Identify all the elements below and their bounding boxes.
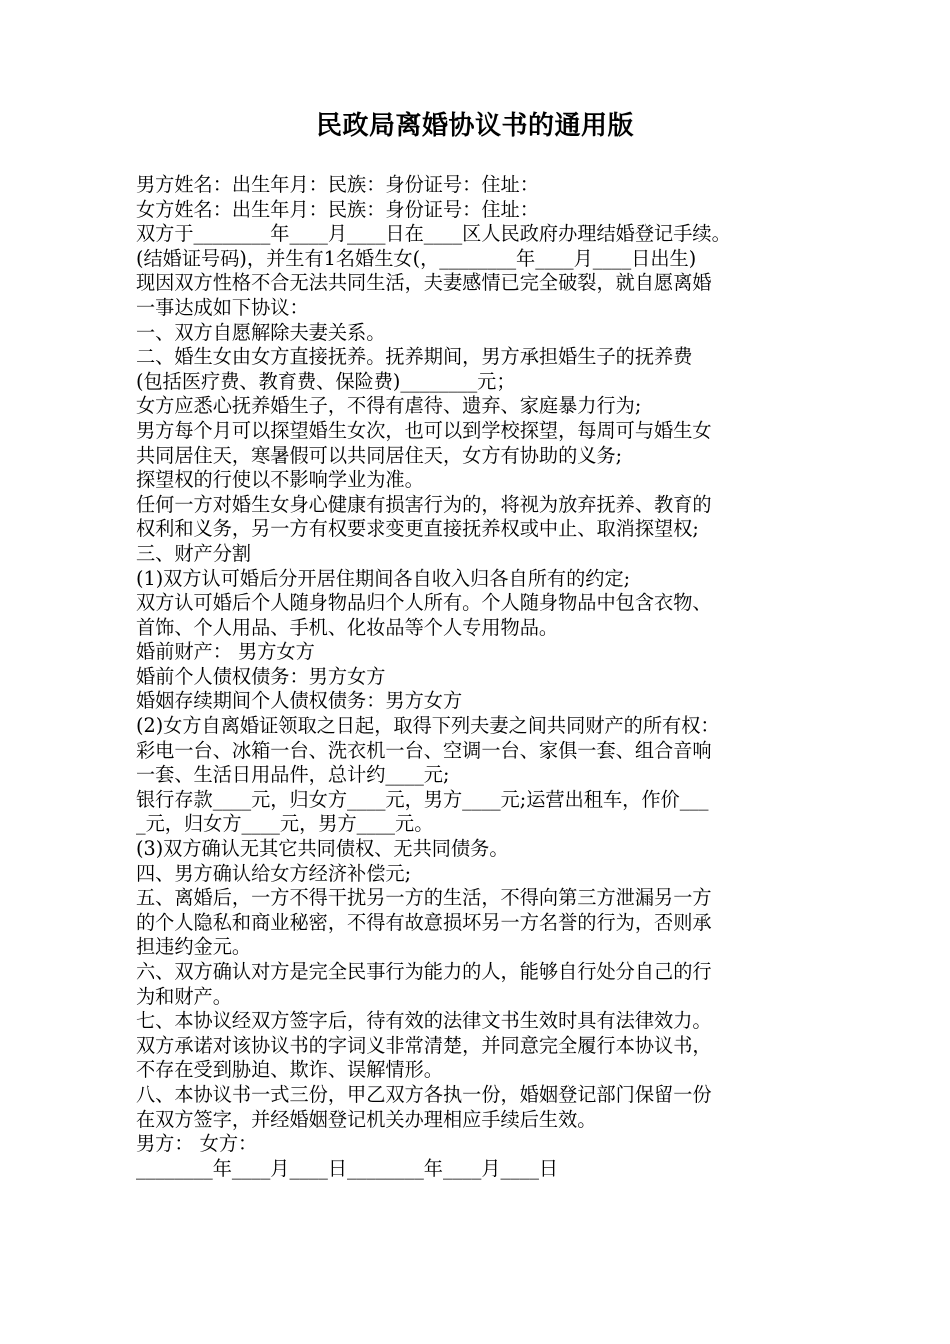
body-line: 八、本协议书一式三份，甲乙双方各执一份，婚姻登记部门保留一份 xyxy=(136,1082,712,1106)
body-line: 的个人隐私和商业秘密，不得有故意损坏另一方名誉的行为，否则承 xyxy=(136,910,712,934)
body-line: 三、财产分割 xyxy=(136,541,252,565)
body-line: _元，归女方____元，男方____元。 xyxy=(136,812,434,836)
body-line: 为和财产。 xyxy=(136,984,232,1008)
body-line: 担违约金元。 xyxy=(136,935,252,959)
body-line: 二、婚生女由女方直接抚养。抚养期间，男方承担婚生子的抚养费 xyxy=(136,345,693,369)
body-line: 银行存款____元，归女方____元，男方____元;运营出租车，作价___ xyxy=(136,787,709,811)
body-line: 不存在受到胁迫、欺诈、误解情形。 xyxy=(136,1058,443,1082)
body-line: 探望权的行使以不影响学业为准。 xyxy=(136,468,424,492)
body-line: 双方承诺对该协议书的字词义非常清楚，并同意完全履行本协议书， xyxy=(136,1033,712,1057)
body-line: 男方每个月可以探望婚生女次，也可以到学校探望，每周可与婚生女 xyxy=(136,418,712,442)
body-line: 婚前财产： 男方女方 xyxy=(136,640,315,664)
body-line: 双方认可婚后个人随身物品归个人所有。个人随身物品中包含衣物、 xyxy=(136,591,712,615)
body-line: 五、离婚后，一方不得干扰另一方的生活，不得向第三方泄漏另一方 xyxy=(136,886,712,910)
body-line: 男方： 女方： xyxy=(136,1132,258,1156)
body-line: 任何一方对婚生女身心健康有损害行为的，将视为放弃抚养、教育的 xyxy=(136,492,712,516)
body-line: 一事达成如下协议： xyxy=(136,295,309,319)
body-line: 七、本协议经双方签字后，待有效的法律文书生效时具有法律效力。 xyxy=(136,1009,712,1033)
body-line: 婚姻存续期间个人债权债务：男方女方 xyxy=(136,689,463,713)
body-line: 现因双方性格不合无法共同生活，夫妻感情已完全破裂，就自愿离婚 xyxy=(136,271,712,295)
body-line: 权利和义务，另一方有权要求变更直接抚养权或中止、取消探望权; xyxy=(136,517,699,541)
body-line: 彩电一台、冰箱一台、洗衣机一台、空调一台、家俱一套、组合音响 xyxy=(136,738,712,762)
body-line: 四、男方确认给女方经济补偿元; xyxy=(136,861,412,885)
body-line: 男方姓名：出生年月：民族：身份证号：住址： xyxy=(136,173,539,196)
body-line: (3)双方确认无其它共同债权、无共同债务。 xyxy=(136,837,509,861)
body-line: (1)双方认可婚后分开居住期间各自收入归各自所有的约定; xyxy=(136,566,631,590)
body-line: ________年____月____日________年____月____日 xyxy=(136,1156,559,1180)
body-line: 一套、生活日用品件，总计约____元; xyxy=(136,763,450,787)
body-line: 女方应悉心抚养婚生子，不得有虐待、遗弃、家庭暴力行为; xyxy=(136,394,642,418)
body-line: 共同居住天，寒暑假可以共同居住天，女方有协助的义务; xyxy=(136,443,623,467)
document-title: 民政局离婚协议书的通用版 xyxy=(315,111,634,141)
body-line: (2)女方自离婚证领取之日起，取得下列夫妻之间共同财产的所有权： xyxy=(136,714,720,738)
body-line: 婚前个人债权债务：男方女方 xyxy=(136,664,386,688)
body-line: 一、双方自愿解除夫妻关系。 xyxy=(136,320,386,344)
body-line: 在双方签字，并经婚姻登记机关办理相应手续后生效。 xyxy=(136,1107,597,1131)
body-line: 六、双方确认对方是完全民事行为能力的人，能够自行处分自己的行 xyxy=(136,960,712,983)
body-line: (结婚证号码)，并生有1名婚生女(，________年____月____日出生) xyxy=(136,246,697,270)
body-line: 女方姓名：出生年月：民族：身份证号：住址： xyxy=(136,197,539,221)
body-line: 首饰、个人用品、手机、化妆品等个人专用物品。 xyxy=(136,615,559,639)
body-line: (包括医疗费、教育费、保险费)________元； xyxy=(136,369,516,393)
body-line: 双方于________年____月____日在____区人民政府办理结婚登记手续。 xyxy=(136,222,731,246)
document-body xyxy=(136,173,826,1181)
